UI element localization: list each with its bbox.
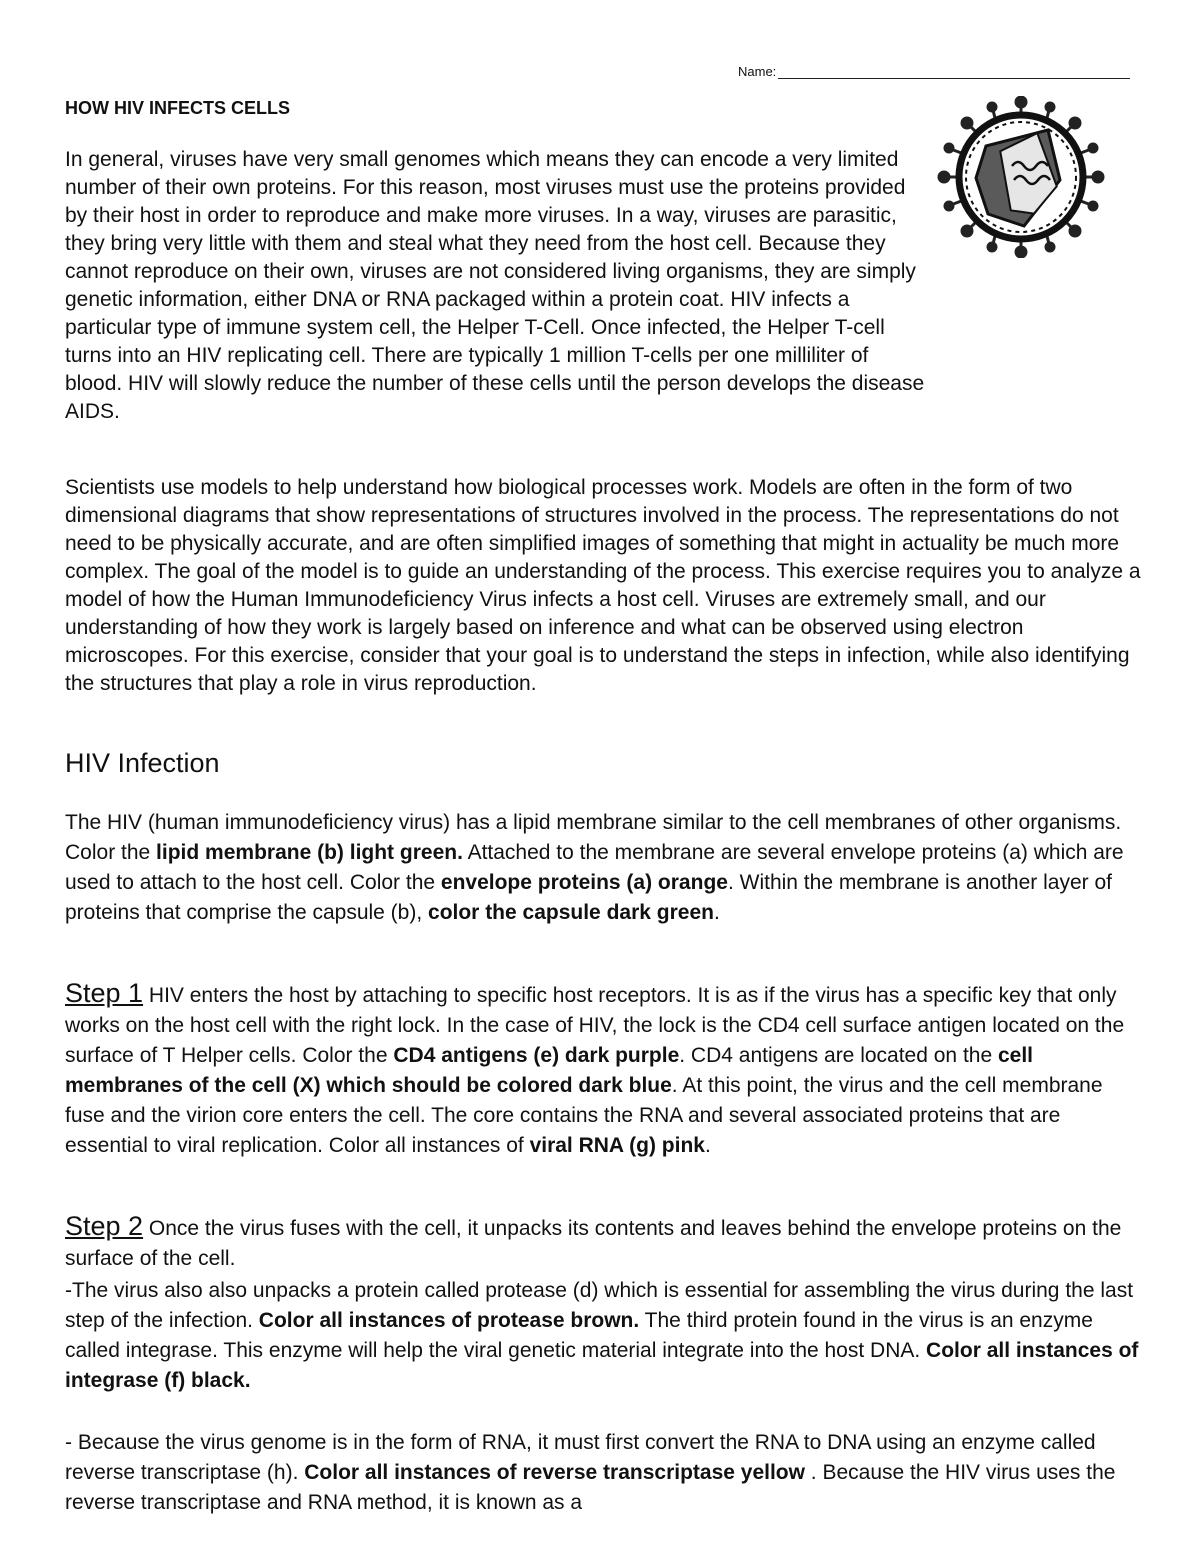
bold-instruction: envelope proteins (a) orange	[440, 871, 728, 894]
bold-instruction: Color all instances of protease brown.	[258, 1309, 640, 1332]
bold-instruction: color the capsule dark green	[428, 901, 714, 924]
bold-instruction: lipid membrane (b) light green.	[156, 841, 463, 864]
bold-instruction: CD4 antigens (e) dark purple	[393, 1044, 680, 1067]
bold-instruction: viral RNA (g) pink	[529, 1134, 705, 1157]
intro-paragraph-1: In general, viruses have very small genomes which means they can encode a very limited number of their own proteins. For this reason, most viruses must use the proteins provided by their host in order to reproduce and make more viruses. In a way, viruses are parasitic, they bring very little with them and steal what they need from the host cell. Because they cannot reproduce on their own, viruses are not considered living organisms, they are simply genetic information, either DNA or RNA packaged within a protein coat. HIV infects a particular type of immune system cell, the Helper T-Cell. Once infected, the Helper T-cell turns into an HIV replicating cell. There are typically 1 million T-cells per one milliliter of blood. HIV will slowly reduce the number of these cells until the person develops the disease AIDS.	[65, 148, 925, 423]
hiv-virus-illustration	[936, 96, 1106, 258]
page-title: HOW HIV INFECTS CELLS	[65, 98, 290, 118]
reverse-transcriptase-paragraph: - Because the virus genome is in the form of RNA, it must first convert the RNA to DNA using an enzyme called reverse transcriptase (h). Color all instances of reverse transcriptase yellow . Because the HIV virus uses the reverse transcriptase and RNA method, it is known as a	[65, 1431, 1116, 1514]
bold-instruction: Color all instances of reverse transcriptase yellow	[304, 1461, 805, 1484]
bold-instruction: cell membranes of the cell (X) which should be colored dark blue	[65, 1044, 1033, 1097]
name-field	[738, 64, 1130, 79]
name-label: Name:	[738, 64, 777, 79]
step-2-paragraph: Step 2 Once the virus fuses with the cell, it unpacks its contents and leaves behind the envelope proteins on the surface of the cell.	[65, 1211, 1122, 1270]
step-1-label: Step 1	[65, 978, 144, 1008]
bold-instruction: Color all instances of integrase (f) black.	[65, 1339, 1139, 1392]
name-blank	[778, 78, 1130, 79]
step-1-paragraph: Step 1 HIV enters the host by attaching to specific host receptors. It is as if the virus has a specific key that only works on the host cell with the right lock. In the case of HIV, the lock is the CD4 cell surface antigen located on the surface of T Helper cells. Color the CD4 antigens (e) dark purple. CD4 antigens are located on the cell membranes of the cell (X) which should be colored dark blue. At this point, the virus and the cell membrane fuse and the virion core enters the cell. The core contains the RNA and several associated proteins that are essential to viral replication. Color all instances of viral RNA (g) pink.	[65, 978, 1125, 1157]
membrane-paragraph: The HIV (human immunodeficiency virus) has a lipid membrane similar to the cell membranes of other organisms. Color the lipid membrane (b) light green. Attached to the membrane are several envelope proteins (a) which are used to attach to the host cell. Color the envelope proteins (a) orange. Within the membrane is another layer of proteins that comprise the capsule (b), color the capsule dark green.	[65, 811, 1124, 924]
section-heading: HIV Infection	[65, 748, 220, 778]
protease-paragraph: -The virus also also unpacks a protein called protease (d) which is essential for assembling the virus during the last step of the infection. Color all instances of protease brown. The third protein found in the virus is an enzyme called integrase. This enzyme will help the viral genetic material integrate into the host DNA. Color all instances of integrase (f) black.	[65, 1279, 1139, 1392]
intro-paragraph-2: Scientists use models to help understand how biological processes work. Models are often in the form of two dimensional diagrams that show representations of structures involved in the process. The representations do not need to be physically accurate, and are often simplified images of something that might in actuality be much more complex. The goal of the model is to guide an understanding of the process. This exercise requires you to analyze a model of how the Human Immunodeficiency Virus infects a host cell. Viruses are extremely small, and our understanding of how they work is largely based on inference and what can be observed using electron microscopes. For this exercise, consider that your goal is to understand the steps in infection, while also identifying the structures that play a role in virus reproduction.	[65, 476, 1141, 695]
step-2-label: Step 2	[65, 1211, 144, 1241]
